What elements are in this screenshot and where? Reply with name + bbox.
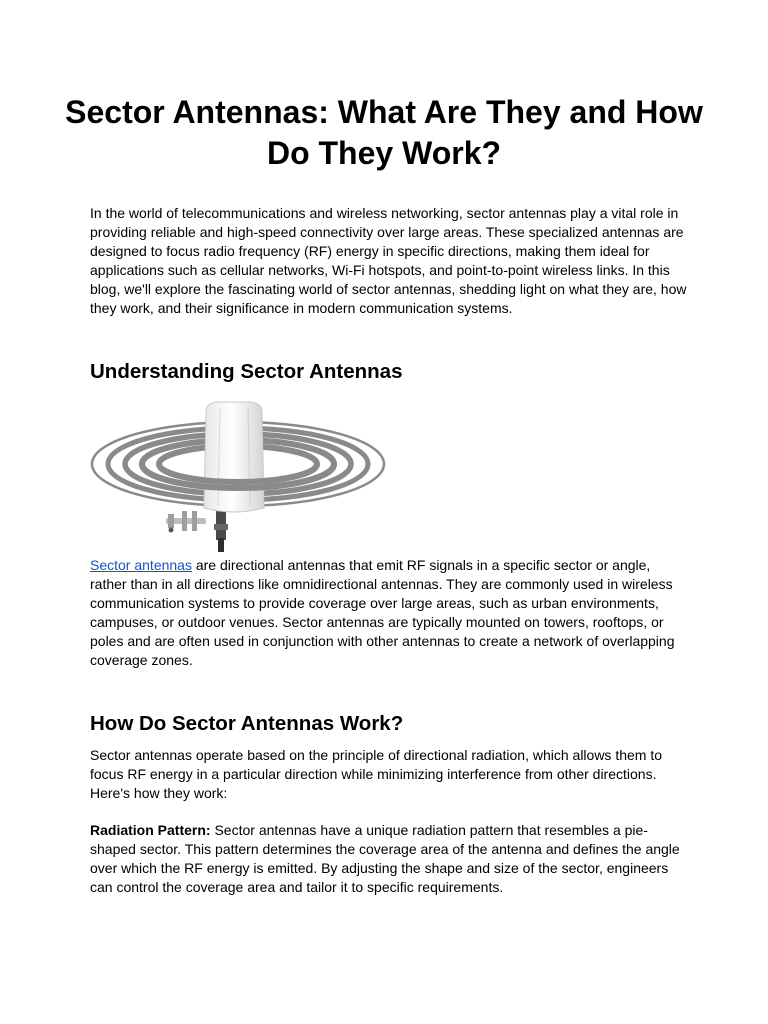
section2-intro-paragraph: Sector antennas operate based on the principle of directional radiation, which allows them to focus RF energy in a particular direction while minimizing interference from other directions. Here's how they work: (90, 747, 663, 801)
section1-body: are directional antennas that emit RF signals in a specific sector or angle, rather than in all directions like omnidirectional antennas. They are commonly used in wireless communication systems to provide coverage over large areas, such as urban environments, campuses, or outdoor venues. Sector antennas are typically mounted on towers, rooftops, or poles and are often used in conjunction with other antennas to create a network of overlapping coverage zones. (90, 557, 675, 668)
radiation-pattern-paragraph (90, 821, 690, 897)
page-title: Sector Antennas: What Are They and How Do They Work? (65, 94, 703, 171)
section-heading-understanding: Understanding Sector Antennas (90, 360, 403, 383)
section1-paragraph (90, 556, 690, 670)
intro-paragraph: In the world of telecommunications and wireless networking, sector antennas play a vital role in providing reliable and high-speed connectivity over large areas. These specialized antennas are designed to focus radio frequency (RF) energy in specific directions, making them ideal for applications such as cellular networks, Wi-Fi hotspots, and point-to-point wireless links. In this blog, we'll explore the fascinating world of sector antennas, shedding light on what they are, how they work, and their significance in modern communication systems. (90, 205, 687, 316)
section-heading-how-work: How Do Sector Antennas Work? (90, 712, 404, 735)
radiation-pattern-label: Radiation Pattern: (90, 822, 211, 838)
antenna-illustration (88, 398, 390, 554)
sector-antennas-link[interactable]: Sector antennas (90, 557, 192, 573)
mount-bracket-icon (166, 511, 206, 533)
antenna-icon (88, 398, 390, 554)
radiation-pattern-body: Sector antennas have a unique radiation pattern that resembles a pie-shaped sector. This pattern determines the coverage area of the antenna and defines the angle over which the RF energy is emitted. By adjusting the shape and size of the sector, engineers can control the coverage area and tailor it to specific requirements. (90, 822, 680, 895)
